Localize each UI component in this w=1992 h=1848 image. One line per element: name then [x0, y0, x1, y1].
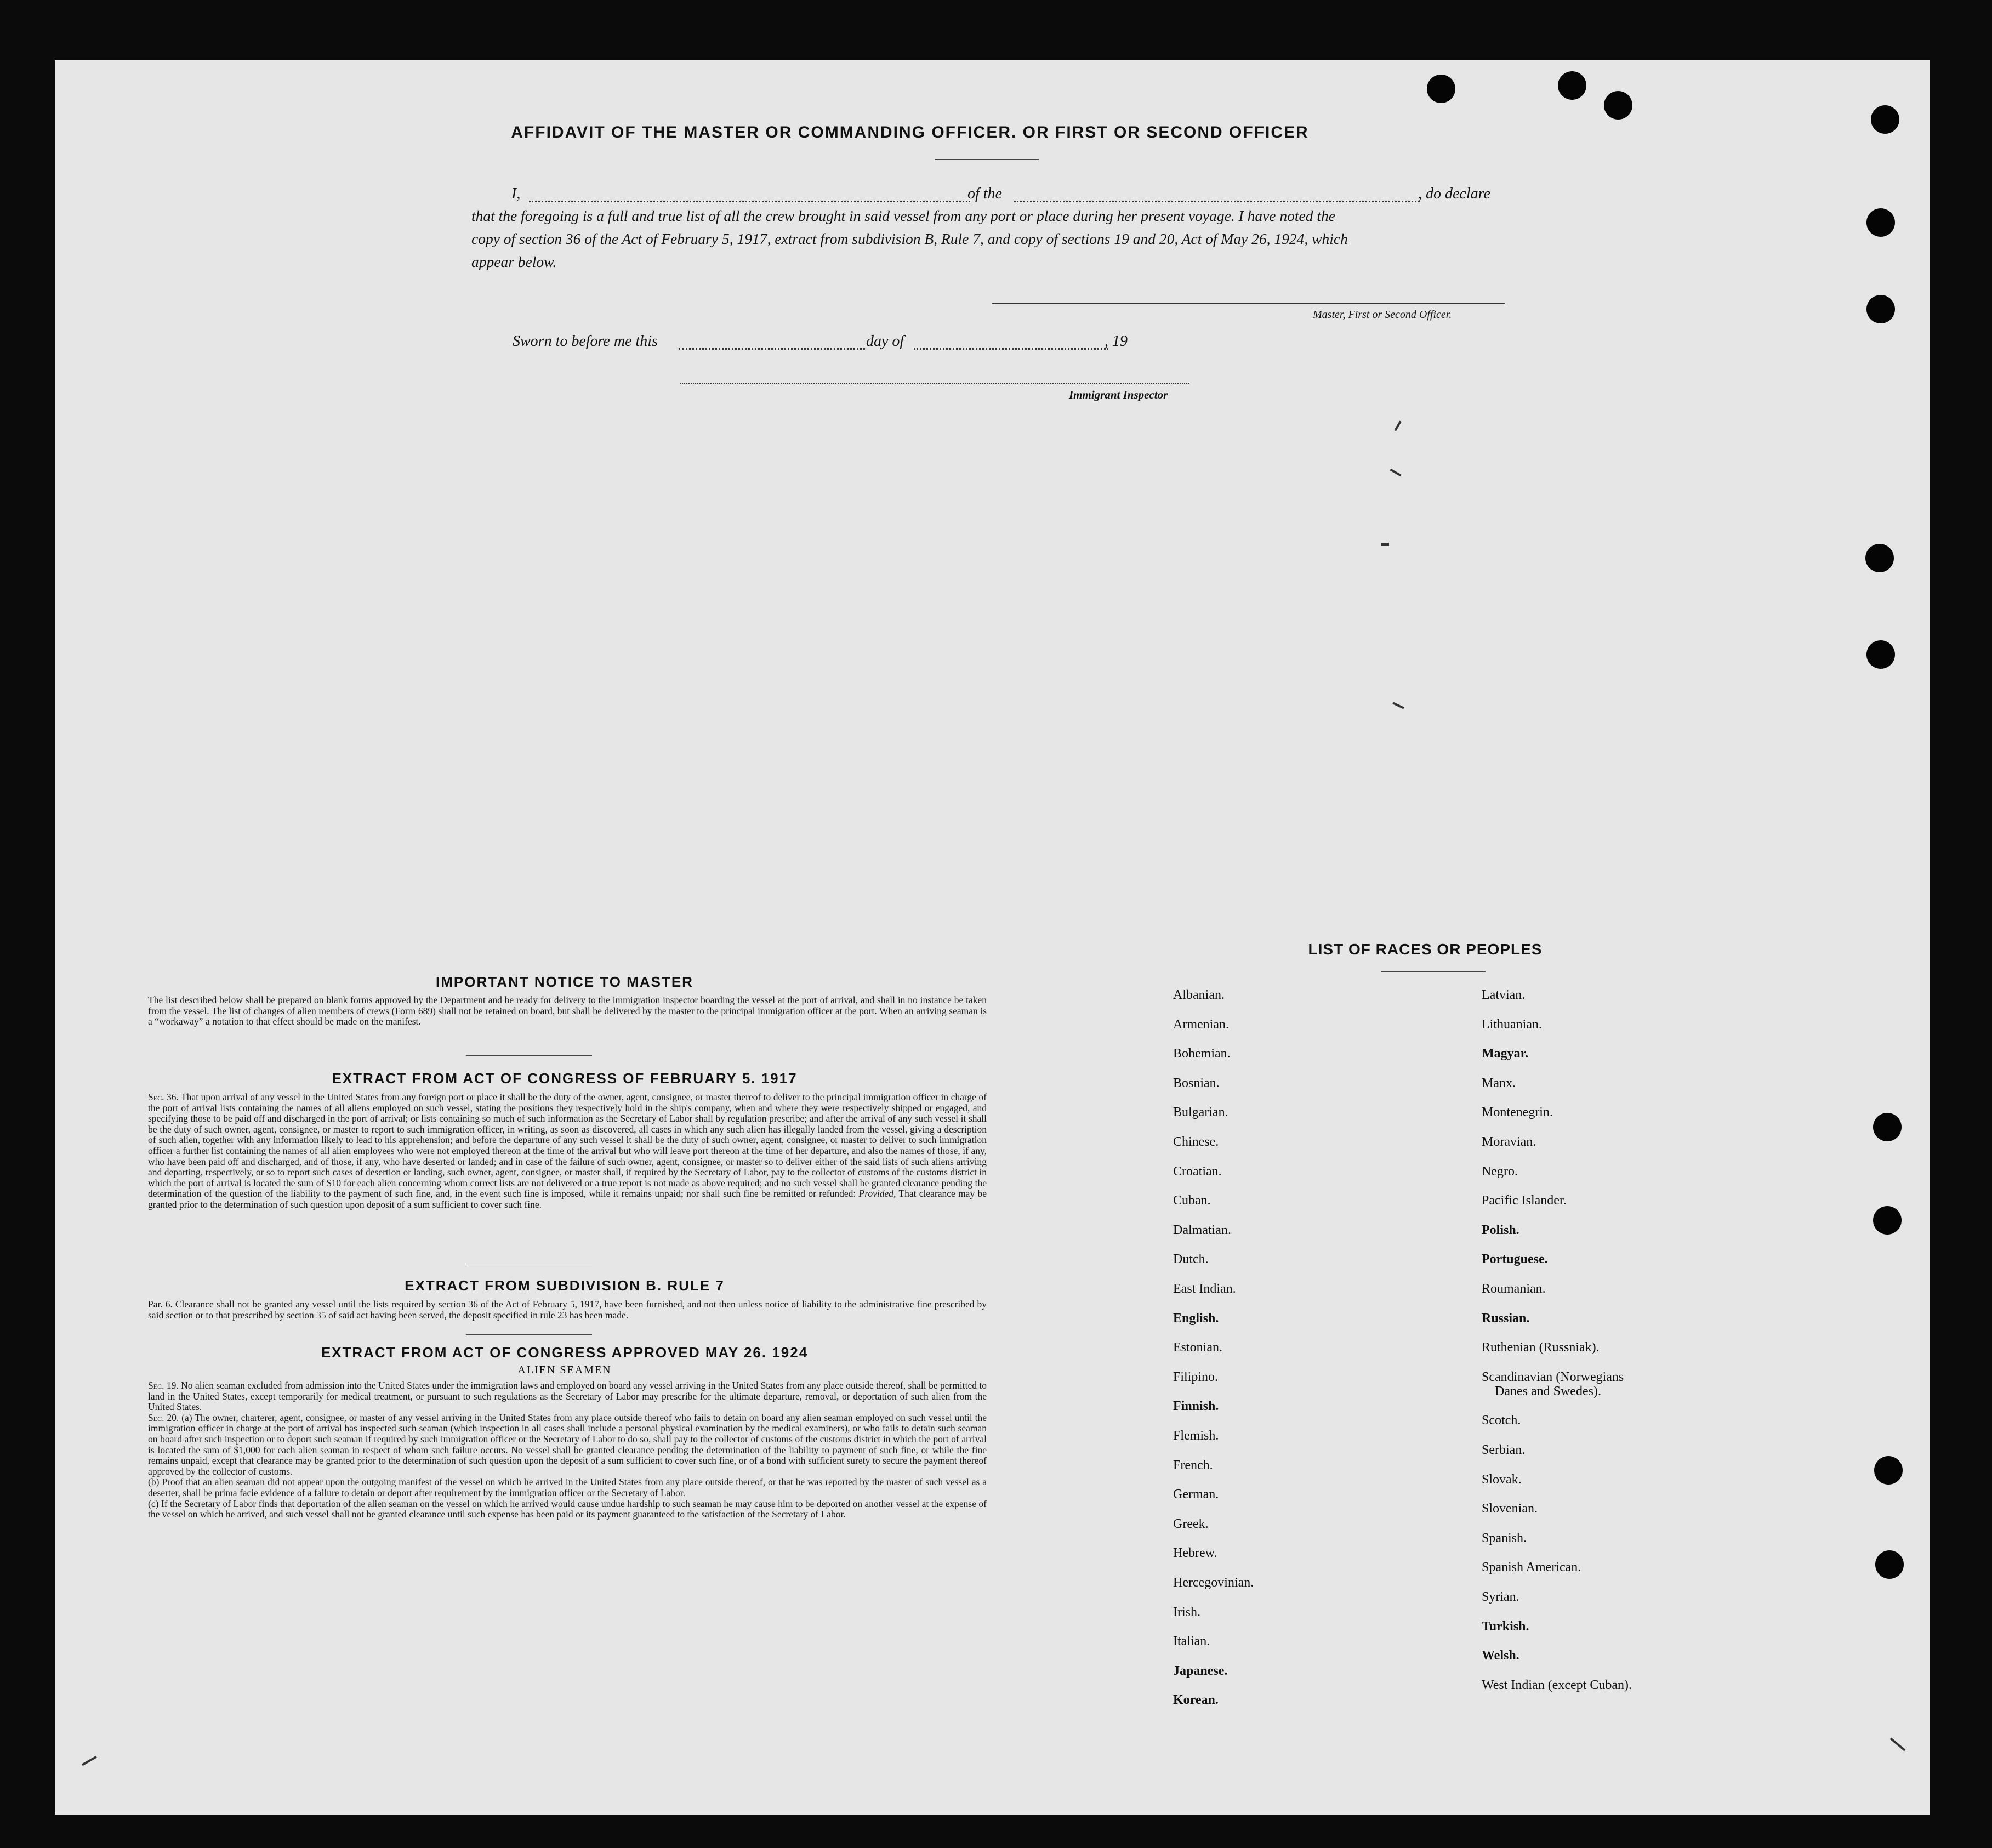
- rule-7-text: Par. 6. Clearance shall not be granted any vessel until the lists required by section 36 of the Act of February 5, 1917, have been furnished, and not then unless notice of liability to the administrative fine prescribed by said section or to that prescribed by section 35 of said act having been served, the deposit specified in rule 23 has been made.: [148, 1299, 987, 1321]
- race-item: Welsh.: [1482, 1648, 1519, 1663]
- affidavit-title: AFFIDAVIT OF THE MASTER OR COMMANDING OFFICER. OR FIRST OR SECOND OFFICER: [511, 123, 1309, 141]
- punch-hole: [1558, 71, 1586, 100]
- race-item: Finnish.: [1173, 1399, 1219, 1414]
- race-item: Bosnian.: [1173, 1076, 1220, 1090]
- race-item: Chinese.: [1173, 1135, 1219, 1149]
- race-item: Cuban.: [1173, 1193, 1211, 1208]
- sec-20a-body: (a) The owner, charterer, agent, consignee, or master of any vessel arriving in the United States from any place outside thereof who fails to detain on board any alien seaman employed on such vessel until the immigration officer in charge at the port of arrival has inspected such seaman (which inspection in all cases shall include a personal physical examination by the medical examiners), or who fails to detain such seaman on board after such inspection or to deport such seaman if required by such immigration officer or the Secretary of Labor to do so, shall pay to the collector of customs of the customs district in which the port of arrival is located the sum of $1,000 for each alien seaman in respect of whom such failure occurs. No vessel shall be granted clearance pending the determination of the liability to payment of such fine, or while the fine remains unpaid, except that clearance may be granted prior to the determination of such question upon the deposit of a sum sufficient to cover such fine, or of a bond with sufficient surety to secure the payment thereof approved by the collector of customs.: [148, 1412, 987, 1477]
- proviso-body: That clearance may be granted prior to the determination of such question upon deposit of a sum sufficient to cover such fine.: [148, 1188, 987, 1210]
- punch-hole: [1874, 1456, 1903, 1485]
- race-item: Montenegrin.: [1482, 1105, 1553, 1120]
- day-of-label: day of: [866, 333, 904, 350]
- race-item: Negro.: [1482, 1164, 1518, 1179]
- races-heading: LIST OF RACES OR PEOPLES: [1308, 941, 1543, 958]
- pencil-mark: [1390, 469, 1401, 476]
- race-item: French.: [1173, 1458, 1213, 1472]
- sec-20c-body: (c) If the Secretary of Labor finds that deportation of the alien seaman on the vessel on which he arrived would cause undue hardship to such seaman he may cause him to be deported on another vessel at the expense of the vessel on which he arrived, and such vessel shall not be granted clearance until such expense has been paid or its payment guaranteed to the satisfaction of the Secretary of Labor.: [148, 1498, 987, 1520]
- race-item: Japanese.: [1173, 1663, 1228, 1678]
- punch-hole: [1873, 1206, 1902, 1235]
- race-item: Italian.: [1173, 1634, 1210, 1649]
- race-item: Slovenian.: [1482, 1502, 1538, 1516]
- race-item: Scandinavian (Norwegians: [1482, 1369, 1624, 1384]
- affidavit-of-the-label: of the: [967, 185, 1002, 202]
- race-item: East Indian.: [1173, 1282, 1236, 1296]
- race-item: Lithuanian.: [1482, 1017, 1542, 1032]
- section-divider: [466, 1055, 592, 1056]
- title-underline: [935, 159, 1039, 160]
- race-item: Irish.: [1173, 1605, 1200, 1619]
- section-divider: [466, 1334, 592, 1335]
- sec-19-body: No alien seaman excluded from admission into the United States under the immigration laws and employed on board any vessel arriving in the United States from any place outside thereof, shall be permitted to land in the United States, except temporarily for medical treatment, or pursuant to such regulations as the Secretary of Labor may prescribe for the ultimate departure, removal, or deportation of such alien from the United States.: [148, 1380, 987, 1413]
- affidavit-declare-label: , do declare: [1418, 185, 1490, 202]
- race-item: Dutch.: [1173, 1252, 1209, 1267]
- race-item: Hebrew.: [1173, 1546, 1217, 1561]
- proviso-label: Provided,: [858, 1188, 896, 1199]
- race-item: Estonian.: [1173, 1340, 1222, 1355]
- extract-1924-heading: EXTRACT FROM ACT OF CONGRESS APPROVED MAY 26. 1924: [321, 1344, 809, 1361]
- sworn-month-line: [914, 348, 1108, 350]
- race-item: Spanish.: [1482, 1531, 1527, 1545]
- pencil-mark: [1394, 420, 1401, 431]
- inspector-caption: Immigrant Inspector: [1069, 388, 1168, 401]
- race-item: Roumanian.: [1482, 1282, 1546, 1296]
- sec-36-body: That upon arrival of any vessel in the United States from any foreign port or place it shall be the duty of the owner, agent, consignee, or master thereof to deliver to the principal immigration officer in charge of the port of arrival lists containing the names of all aliens employed on such vessel, stating the positions they respectively hold in the ship's company, when and where they were respectively shipped or engaged, and specifying those to be paid off and discharged in the port of arrival; or lists containing so much of such information as the Secretary of Labor shall by regulation prescribe; and after the arrival of any such vessel it shall be the duty of such owner, agent, consignee, or master to report to such immigration officer, in writing, as soon as discovered, all cases in which any such alien has illegally landed from the vessel, giving a description of such alien, together with any information likely to lead to his apprehension; and before the departure of any such vessel it shall be the duty of such owner, agent, consignee, or master to deliver to such immigration officer a further list containing the names of all alien employees who were not employed thereon at the time of the arrival but who will leave port thereon at the time of her departure, and also the names of those, if any, who have been paid off and discharged, and of those, if any, who have deserted or landed; and in case of the failure of such owner, agent, consignee, or master so to deliver either of the said lists of such aliens arriving and departing, respectively, or so to report such cases of desertion or landing, such owner, agent, consignee, or master shall, if required by the Secretary of Labor, pay to the collector of customs of the customs district in which the port of arrival is located the sum of $10 for each alien concerning whom correct lists are not delivered or a true report is not made as above required; and no such vessel shall be granted clearance pending the determination of the question of the liability to the payment of such fine, and, in the event such fine is imposed, while it remains unpaid; nor shall such fine be remitted or refunded:: [148, 1091, 987, 1199]
- inspector-signature-line: [680, 383, 1189, 384]
- sworn-label: Sworn to before me this: [513, 333, 658, 350]
- race-item: Armenian.: [1173, 1017, 1229, 1032]
- race-item: Ruthenian (Russniak).: [1482, 1340, 1600, 1355]
- race-item: Dalmatian.: [1173, 1222, 1231, 1237]
- race-item: Manx.: [1482, 1076, 1516, 1090]
- punch-hole: [1604, 91, 1632, 120]
- punch-hole: [1871, 105, 1899, 134]
- race-item: Filipino.: [1173, 1369, 1219, 1384]
- race-item: Slovak.: [1482, 1472, 1522, 1487]
- race-item: Magyar.: [1482, 1047, 1529, 1061]
- sec-36-label: Sec. 36.: [148, 1091, 179, 1102]
- race-item: Danes and Swedes).: [1495, 1384, 1601, 1398]
- handwritten-mark: [82, 1756, 97, 1766]
- vessel-blank-line: [1014, 201, 1420, 202]
- race-item: Moravian.: [1482, 1135, 1536, 1149]
- affidavit-body-line: that the foregoing is a full and true list of all the crew brought in said vessel from any port or place during her present voyage. I have noted the: [471, 207, 1335, 224]
- race-item: Pacific Islander.: [1482, 1193, 1567, 1208]
- extract-1917-text: [148, 1092, 987, 1210]
- handwritten-mark: [1890, 1738, 1906, 1752]
- affidavit-body-line: appear below.: [471, 253, 557, 270]
- race-item: Scotch.: [1482, 1413, 1521, 1428]
- race-item: Turkish.: [1482, 1619, 1529, 1634]
- race-item: Croatian.: [1173, 1164, 1222, 1179]
- race-item: Serbian.: [1482, 1443, 1526, 1457]
- affidavit-body-line: copy of section 36 of the Act of February 5, 1917, extract from subdivision B, Rule 7, and copy of sections 19 and 20, Act of May 26, 1924, which: [471, 230, 1348, 247]
- signature-caption: Master, First or Second Officer.: [1313, 309, 1452, 321]
- race-item: Latvian.: [1482, 988, 1526, 1002]
- punch-hole: [1866, 640, 1895, 669]
- signature-line: [992, 303, 1505, 304]
- race-item: Spanish American.: [1482, 1560, 1581, 1575]
- pencil-mark: [1392, 702, 1404, 709]
- race-item: Bohemian.: [1173, 1047, 1231, 1061]
- name-blank-line: [529, 201, 970, 202]
- races-underline: [1381, 971, 1486, 972]
- sec-20-label: Sec. 20.: [148, 1412, 179, 1423]
- notice-heading: IMPORTANT NOTICE TO MASTER: [436, 974, 693, 990]
- race-item: Albanian.: [1173, 988, 1225, 1002]
- race-item: West Indian (except Cuban).: [1482, 1678, 1632, 1692]
- pencil-mark: [1381, 543, 1389, 546]
- race-item: Russian.: [1482, 1311, 1530, 1326]
- race-item: Syrian.: [1482, 1590, 1519, 1604]
- sec-19-label: Sec. 19.: [148, 1380, 179, 1391]
- punch-hole: [1873, 1113, 1902, 1141]
- race-item: German.: [1173, 1487, 1219, 1502]
- punch-hole: [1875, 1550, 1904, 1579]
- extract-1924-text: [148, 1380, 987, 1520]
- document-page: [55, 60, 1930, 1815]
- extract-1917-heading: EXTRACT FROM ACT OF CONGRESS OF FEBRUARY 5. 1917: [332, 1070, 798, 1087]
- year-label: , 19: [1105, 333, 1128, 350]
- race-item: English.: [1173, 1311, 1219, 1326]
- punch-hole: [1866, 208, 1895, 237]
- race-item: Greek.: [1173, 1516, 1209, 1531]
- race-item: Polish.: [1482, 1222, 1519, 1237]
- affidavit-i-label: I,: [511, 185, 521, 202]
- notice-text: The list described below shall be prepared on blank forms approved by the Department and be ready for delivery to the immigration inspector boarding the vessel at the port of arrival, and shall in no instance be taken from the vessel. The list of changes of alien members of crews (Form 689) shall not be retained on board, but shall be delivered by the master to the principal immigration officer at the port. When an arriving seaman is a “workaway” a notation to that effect should be made on the manifest.: [148, 994, 987, 1027]
- punch-hole: [1427, 75, 1455, 103]
- race-item: Flemish.: [1173, 1429, 1219, 1443]
- punch-hole: [1866, 295, 1895, 323]
- race-item: Korean.: [1173, 1693, 1219, 1708]
- race-item: Hercegovinian.: [1173, 1576, 1254, 1590]
- race-item: Portuguese.: [1482, 1252, 1548, 1267]
- alien-seamen-subheading: ALIEN SEAMEN: [517, 1364, 612, 1376]
- sec-20b-body: (b) Proof that an alien seaman did not appear upon the outgoing manifest of the vessel on which he arrived in the United States from any place outside thereof, or that he was reported by the master of such vessel as a deserter, shall be prima facie evidence of a failure to detain or deport after requirement by the immigration officer or the Secretary of Labor.: [148, 1476, 987, 1498]
- rule-7-heading: EXTRACT FROM SUBDIVISION B. RULE 7: [405, 1277, 725, 1294]
- race-item: Bulgarian.: [1173, 1105, 1228, 1120]
- sworn-day-line: [679, 348, 865, 350]
- punch-hole: [1865, 544, 1894, 572]
